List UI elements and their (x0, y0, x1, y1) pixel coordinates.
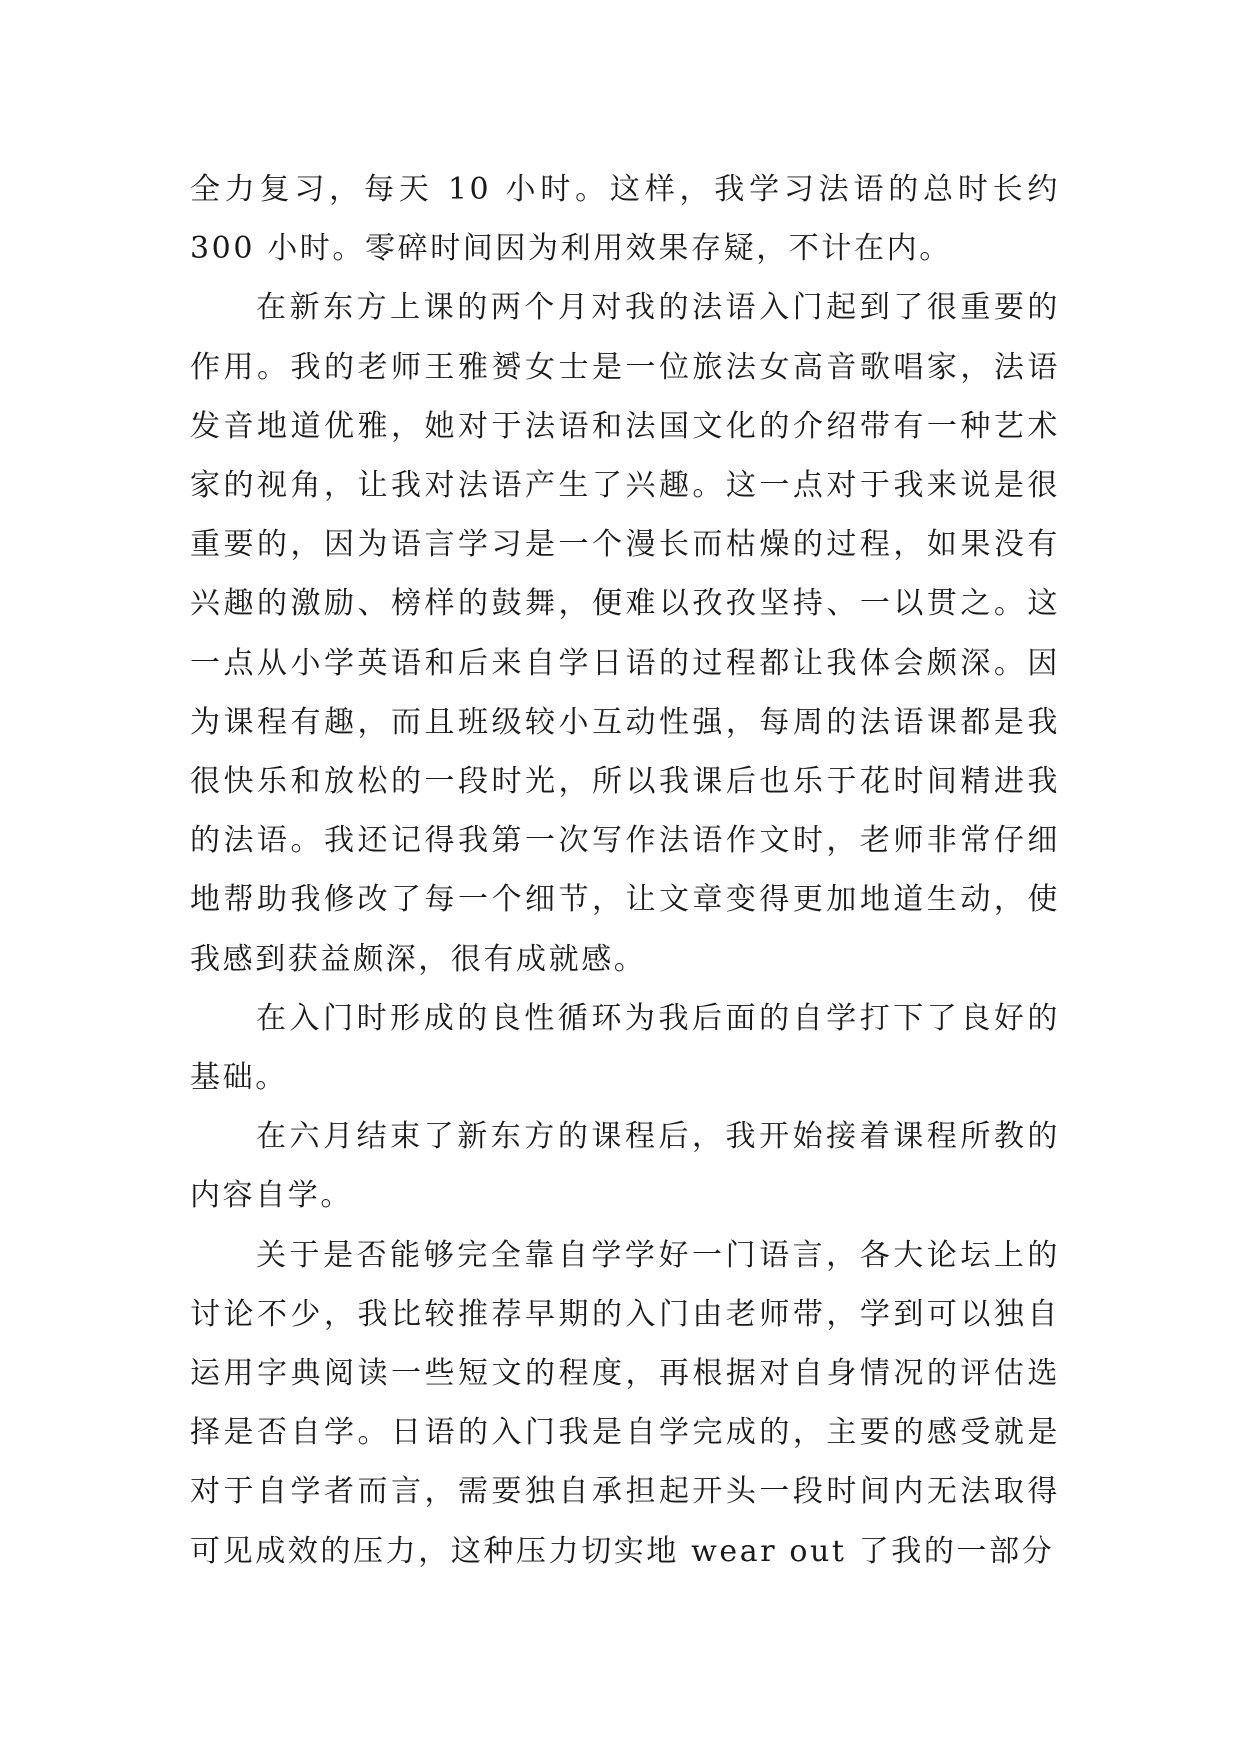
paragraph-1: 全力复习，每天 10 小时。这样，我学习法语的总时长约 300 小时。零碎时间因为利用效果存疑，不计在内。 (190, 172, 1060, 267)
document-body (190, 160, 1060, 1581)
paragraph-5: 关于是否能够完全靠自学学好一门语言，各大论坛上的讨论不少，我比较推荐早期的入门由老师带，学到可以独自运用字典阅读一些短文的程度，再根据对自身情况的评估选择是否自学。日语的入门我是自学完成的，主要的感受就是对于自学者而言，需要独自承担起开头一段时间内无法取得可见成效的压力，这种压力切实地 wear out 了我的一部分 (190, 1237, 1060, 1569)
paragraph-3: 在入门时形成的良性循环为我后面的自学打下了良好的基础。 (190, 1000, 1060, 1096)
paragraph-4: 在六月结束了新东方的课程后，我开始接着课程所教的内容自学。 (190, 1119, 1060, 1214)
paragraph-2: 在新东方上课的两个月对我的法语入门起到了很重要的作用。我的老师王雅赟女士是一位旅法女高音歌唱家，法语发音地道优雅，她对于法语和法国文化的介绍带有一种艺术家的视角，让我对法语产生了兴趣。这一点对于我来说是很重要的，因为语言学习是一个漫长而枯燥的过程，如果没有兴趣的激励、榜样的鼓舞，便难以孜孜坚持、一以贯之。这一点从小学英语和后来自学日语的过程都让我体会颇深。因为课程有趣，而且班级较小互动性强，每周的法语课都是我很快乐和放松的一段时光，所以我课后也乐于花时间精进我的法语。我还记得我第一次写作法语作文时，老师非常仔细地帮助我修改了每一个细节，让文章变得更加地道生动，使我感到获益颇深，很有成就感。 (190, 290, 1060, 977)
